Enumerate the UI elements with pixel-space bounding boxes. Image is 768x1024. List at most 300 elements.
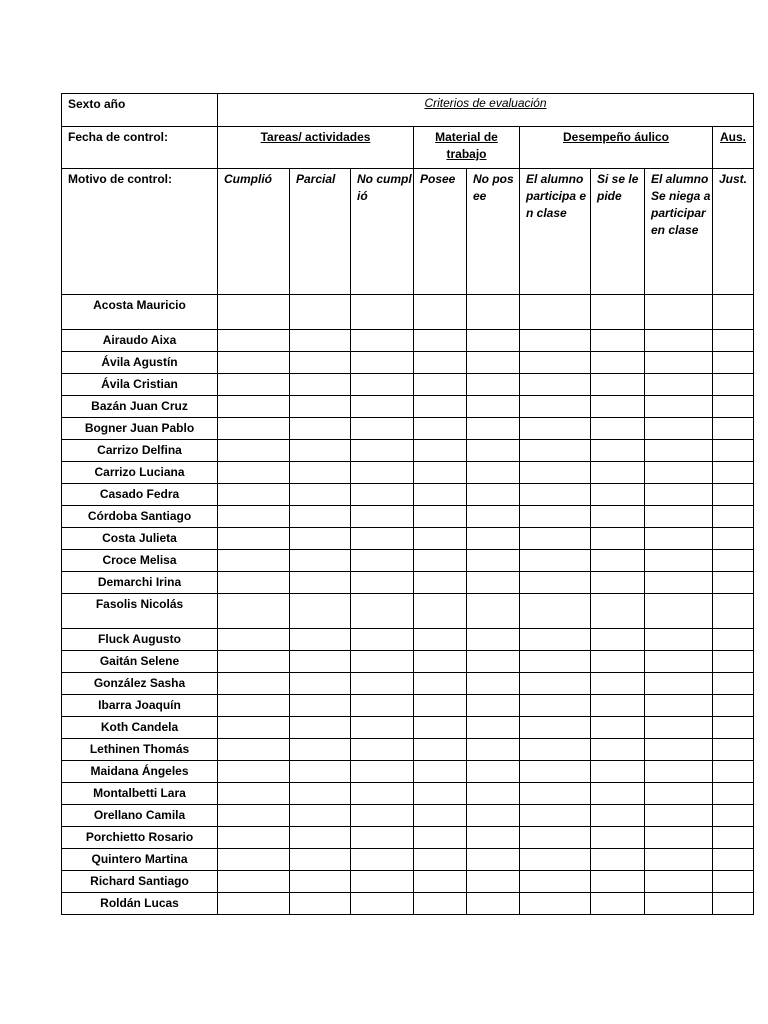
grade-cell[interactable] [351,550,414,572]
date-label: Fecha de control: [62,127,218,169]
grade-cell[interactable] [351,396,414,418]
student-name: Gaitán Selene [62,651,218,673]
grade-cell[interactable] [218,893,290,915]
grade-cell[interactable] [414,651,467,673]
grade-cell[interactable] [467,695,520,717]
grade-cell[interactable] [467,717,520,739]
grade-cell[interactable] [713,761,754,783]
grade-cell[interactable] [645,295,713,330]
grade-cell[interactable] [467,893,520,915]
grade-cell[interactable] [591,849,645,871]
student-row [62,295,754,330]
grade-cell[interactable] [351,695,414,717]
grade-cell[interactable] [414,783,467,805]
grade-cell[interactable] [591,506,645,528]
grade-cell[interactable] [218,695,290,717]
grade-cell[interactable] [290,849,351,871]
grade-cell[interactable] [713,550,754,572]
grade-cell[interactable] [290,528,351,550]
grade-cell[interactable] [414,594,467,629]
evaluation-table [61,93,754,915]
grade-cell[interactable] [467,805,520,827]
student-name: Ibarra Joaquín [62,695,218,717]
grade-cell[interactable] [467,440,520,462]
grade-cell[interactable] [290,330,351,352]
grade-cell[interactable] [520,374,591,396]
grade-cell[interactable] [351,629,414,651]
not-complied-subheader: No cumplió [351,169,414,295]
partial-subheader: Parcial [290,169,351,295]
student-row [62,418,754,440]
grade-cell[interactable] [467,673,520,695]
student-row [62,462,754,484]
grade-cell[interactable] [713,418,754,440]
grade-cell[interactable] [591,739,645,761]
grade-cell[interactable] [591,871,645,893]
grade-cell[interactable] [414,827,467,849]
grade-cell[interactable] [645,462,713,484]
grade-cell[interactable] [467,484,520,506]
grade-cell[interactable] [713,506,754,528]
participates-subheader: El alumno participa en clase [520,169,591,295]
grade-cell[interactable] [414,440,467,462]
grade-cell[interactable] [467,871,520,893]
grade-cell[interactable] [520,761,591,783]
grade-cell[interactable] [290,594,351,629]
grade-cell[interactable] [645,396,713,418]
grade-cell[interactable] [713,440,754,462]
grade-cell[interactable] [290,418,351,440]
grade-cell[interactable] [520,717,591,739]
grade-cell[interactable] [591,418,645,440]
grade-cell[interactable] [467,295,520,330]
grade-cell[interactable] [467,418,520,440]
grade-cell[interactable] [351,352,414,374]
grade-cell[interactable] [467,849,520,871]
grade-cell[interactable] [645,440,713,462]
grade-cell[interactable] [290,550,351,572]
justified-subheader: Just. [713,169,754,295]
student-row [62,871,754,893]
refuses-subheader: El alumno Se niega a participar en clase [645,169,713,295]
grade-cell[interactable] [713,352,754,374]
grade-cell[interactable] [218,506,290,528]
grade-cell[interactable] [520,440,591,462]
student-row [62,739,754,761]
grade-cell[interactable] [645,871,713,893]
student-row [62,849,754,871]
material-header: Material de trabajo [414,127,520,169]
grade-cell[interactable] [591,295,645,330]
grade-cell[interactable] [351,673,414,695]
grade-cell[interactable] [218,783,290,805]
grade-cell[interactable] [645,805,713,827]
grade-cell[interactable] [713,805,754,827]
grade-cell[interactable] [467,396,520,418]
grade-cell[interactable] [467,629,520,651]
grade-cell[interactable] [351,374,414,396]
grade-cell[interactable] [218,572,290,594]
grade-cell[interactable] [467,783,520,805]
grade-cell[interactable] [290,871,351,893]
grade-cell[interactable] [414,484,467,506]
grade-cell[interactable] [591,695,645,717]
grade-cell[interactable] [645,739,713,761]
grade-cell[interactable] [645,594,713,629]
student-name: Córdoba Santiago [62,506,218,528]
grade-cell[interactable] [520,330,591,352]
grade-cell[interactable] [645,352,713,374]
grade-cell[interactable] [645,550,713,572]
grade-cell[interactable] [218,440,290,462]
student-row [62,827,754,849]
grade-cell[interactable] [520,506,591,528]
student-rows [62,295,754,915]
student-name: Montalbetti Lara [62,783,218,805]
has-material-subheader: Posee [414,169,467,295]
grade-cell[interactable] [414,550,467,572]
grade-cell[interactable] [591,827,645,849]
grade-cell[interactable] [351,893,414,915]
grade-cell[interactable] [645,374,713,396]
grade-cell[interactable] [713,484,754,506]
grade-cell[interactable] [591,352,645,374]
grade-cell[interactable] [645,484,713,506]
grade-cell[interactable] [414,805,467,827]
grade-cell[interactable] [218,462,290,484]
grade-cell[interactable] [713,673,754,695]
student-name: Lethinen Thomás [62,739,218,761]
if-asked-subheader: Si se le pide [591,169,645,295]
grade-cell[interactable] [467,462,520,484]
grade-cell[interactable] [520,827,591,849]
grade-cell[interactable] [713,572,754,594]
grade-cell[interactable] [520,295,591,330]
grade-cell[interactable] [218,717,290,739]
grade-cell[interactable] [591,805,645,827]
grade-cell[interactable] [520,871,591,893]
grade-cell[interactable] [467,761,520,783]
grade-cell[interactable] [713,651,754,673]
grade-cell[interactable] [520,695,591,717]
grade-cell[interactable] [290,572,351,594]
grade-cell[interactable] [713,893,754,915]
grade-cell[interactable] [351,528,414,550]
student-row [62,572,754,594]
grade-cell[interactable] [414,739,467,761]
student-name: Ávila Agustín [62,352,218,374]
grade-cell[interactable] [414,673,467,695]
grade-cell[interactable] [218,594,290,629]
grade-cell[interactable] [290,717,351,739]
grade-cell[interactable] [591,717,645,739]
grade-cell[interactable] [520,893,591,915]
grade-cell[interactable] [713,594,754,629]
grade-cell[interactable] [414,761,467,783]
grade-cell[interactable] [218,374,290,396]
grade-cell[interactable] [290,651,351,673]
grade-cell[interactable] [467,330,520,352]
grade-cell[interactable] [713,739,754,761]
grade-cell[interactable] [414,849,467,871]
student-name: Carrizo Delfina [62,440,218,462]
grade-cell[interactable] [290,827,351,849]
student-name: Fluck Augusto [62,629,218,651]
grade-cell[interactable] [290,805,351,827]
grade-cell[interactable] [414,572,467,594]
grade-cell[interactable] [520,396,591,418]
student-row [62,651,754,673]
grade-cell[interactable] [520,462,591,484]
grade-cell[interactable] [351,827,414,849]
grade-cell[interactable] [591,651,645,673]
grade-cell[interactable] [218,673,290,695]
grade-cell[interactable] [290,673,351,695]
student-name: Carrizo Luciana [62,462,218,484]
year-label: Sexto año [62,94,218,127]
grade-cell[interactable] [591,484,645,506]
grade-cell[interactable] [414,893,467,915]
grade-cell[interactable] [467,572,520,594]
grade-cell[interactable] [351,594,414,629]
grade-cell[interactable] [591,629,645,651]
grade-cell[interactable] [351,330,414,352]
student-row [62,783,754,805]
grade-cell[interactable] [713,871,754,893]
grade-cell[interactable] [591,528,645,550]
absence-header: Aus. [713,127,754,169]
grade-cell[interactable] [467,739,520,761]
grade-cell[interactable] [351,484,414,506]
grade-cell[interactable] [467,827,520,849]
student-name: Casado Fedra [62,484,218,506]
grade-cell[interactable] [351,462,414,484]
grade-cell[interactable] [467,550,520,572]
grade-cell[interactable] [351,871,414,893]
grade-cell[interactable] [218,418,290,440]
grade-cell[interactable] [467,594,520,629]
grade-cell[interactable] [290,396,351,418]
grade-cell[interactable] [520,484,591,506]
student-name: Acosta Mauricio [62,295,218,330]
student-row [62,629,754,651]
grade-cell[interactable] [467,352,520,374]
grade-cell[interactable] [645,717,713,739]
grade-cell[interactable] [713,295,754,330]
grade-cell[interactable] [414,418,467,440]
grade-cell[interactable] [414,528,467,550]
grade-cell[interactable] [645,783,713,805]
grade-cell[interactable] [351,418,414,440]
grade-cell[interactable] [218,827,290,849]
student-row [62,396,754,418]
has-not-material-subheader: No posee [467,169,520,295]
student-row [62,893,754,915]
grade-cell[interactable] [351,761,414,783]
grade-cell[interactable] [218,805,290,827]
grade-cell[interactable] [520,572,591,594]
grade-cell[interactable] [645,330,713,352]
grade-cell[interactable] [290,484,351,506]
grade-cell[interactable] [414,462,467,484]
grade-cell[interactable] [218,295,290,330]
grade-cell[interactable] [414,396,467,418]
grade-cell[interactable] [351,717,414,739]
grade-cell[interactable] [520,629,591,651]
grade-cell[interactable] [713,528,754,550]
grade-cell[interactable] [520,418,591,440]
student-row [62,673,754,695]
grade-cell[interactable] [645,849,713,871]
grade-cell[interactable] [645,673,713,695]
grade-cell[interactable] [713,827,754,849]
student-row [62,440,754,462]
student-row [62,695,754,717]
student-name: Koth Candela [62,717,218,739]
grade-cell[interactable] [591,783,645,805]
student-row [62,761,754,783]
grade-cell[interactable] [290,295,351,330]
grade-cell[interactable] [414,717,467,739]
grade-cell[interactable] [645,651,713,673]
grade-cell[interactable] [351,849,414,871]
grade-cell[interactable] [290,352,351,374]
grade-cell[interactable] [591,761,645,783]
grade-cell[interactable] [713,783,754,805]
student-name: Croce Melisa [62,550,218,572]
grade-cell[interactable] [218,629,290,651]
grade-cell[interactable] [520,673,591,695]
grade-cell[interactable] [290,739,351,761]
grade-cell[interactable] [467,528,520,550]
grade-cell[interactable] [351,805,414,827]
grade-cell[interactable] [218,871,290,893]
grade-cell[interactable] [645,528,713,550]
grade-cell[interactable] [713,374,754,396]
student-row [62,330,754,352]
grade-cell[interactable] [351,506,414,528]
grade-cell[interactable] [591,396,645,418]
grade-cell[interactable] [591,594,645,629]
grade-cell[interactable] [713,695,754,717]
grade-cell[interactable] [414,871,467,893]
grade-cell[interactable] [591,572,645,594]
grade-cell[interactable] [290,629,351,651]
grade-cell[interactable] [351,651,414,673]
grade-cell[interactable] [713,396,754,418]
grade-cell[interactable] [591,330,645,352]
grade-cell[interactable] [218,528,290,550]
grade-cell[interactable] [645,572,713,594]
grade-cell[interactable] [591,673,645,695]
grade-cell[interactable] [713,330,754,352]
grade-cell[interactable] [290,695,351,717]
student-row [62,484,754,506]
student-name: Demarchi Irina [62,572,218,594]
grade-cell[interactable] [645,418,713,440]
grade-cell[interactable] [290,893,351,915]
grade-cell[interactable] [218,739,290,761]
student-row [62,717,754,739]
grade-cell[interactable] [713,717,754,739]
grade-cell[interactable] [520,651,591,673]
grade-cell[interactable] [520,550,591,572]
grade-cell[interactable] [591,893,645,915]
grade-cell[interactable] [520,528,591,550]
student-name: Porchietto Rosario [62,827,218,849]
grade-cell[interactable] [218,352,290,374]
grade-cell[interactable] [591,462,645,484]
grade-cell[interactable] [218,484,290,506]
grade-cell[interactable] [591,374,645,396]
grade-cell[interactable] [520,783,591,805]
grade-cell[interactable] [218,550,290,572]
grade-cell[interactable] [467,374,520,396]
grade-cell[interactable] [467,651,520,673]
grade-cell[interactable] [414,352,467,374]
grade-cell[interactable] [414,374,467,396]
grade-cell[interactable] [351,572,414,594]
grade-cell[interactable] [645,695,713,717]
student-name: Richard Santiago [62,871,218,893]
grade-cell[interactable] [520,594,591,629]
student-name: Fasolis Nicolás [62,594,218,629]
grade-cell[interactable] [414,330,467,352]
grade-cell[interactable] [290,462,351,484]
student-name: Orellano Camila [62,805,218,827]
grade-cell[interactable] [713,849,754,871]
grade-cell[interactable] [290,374,351,396]
student-row [62,374,754,396]
grade-cell[interactable] [351,783,414,805]
grade-cell[interactable] [645,827,713,849]
grade-cell[interactable] [414,629,467,651]
grade-cell[interactable] [351,440,414,462]
grade-cell[interactable] [290,761,351,783]
grade-cell[interactable] [290,440,351,462]
grade-cell[interactable] [645,506,713,528]
grade-cell[interactable] [414,695,467,717]
grade-cell[interactable] [520,739,591,761]
grade-cell[interactable] [218,651,290,673]
grade-cell[interactable] [218,330,290,352]
student-name: Ávila Cristian [62,374,218,396]
grade-cell[interactable] [414,295,467,330]
tasks-header: Tareas/ actividades [218,127,414,169]
grade-cell[interactable] [218,396,290,418]
grade-cell[interactable] [520,849,591,871]
grade-cell[interactable] [351,739,414,761]
grade-cell[interactable] [467,506,520,528]
grade-cell[interactable] [713,629,754,651]
grade-cell[interactable] [645,629,713,651]
grade-cell[interactable] [591,550,645,572]
grade-cell[interactable] [290,783,351,805]
grade-cell[interactable] [520,805,591,827]
grade-cell[interactable] [290,506,351,528]
student-name: Quintero Martina [62,849,218,871]
grade-cell[interactable] [645,761,713,783]
grade-cell[interactable] [218,849,290,871]
student-row [62,594,754,629]
grade-cell[interactable] [645,893,713,915]
grade-cell[interactable] [414,506,467,528]
grade-cell[interactable] [713,462,754,484]
grade-cell[interactable] [351,295,414,330]
grade-cell[interactable] [218,761,290,783]
grade-cell[interactable] [520,352,591,374]
grade-cell[interactable] [591,440,645,462]
